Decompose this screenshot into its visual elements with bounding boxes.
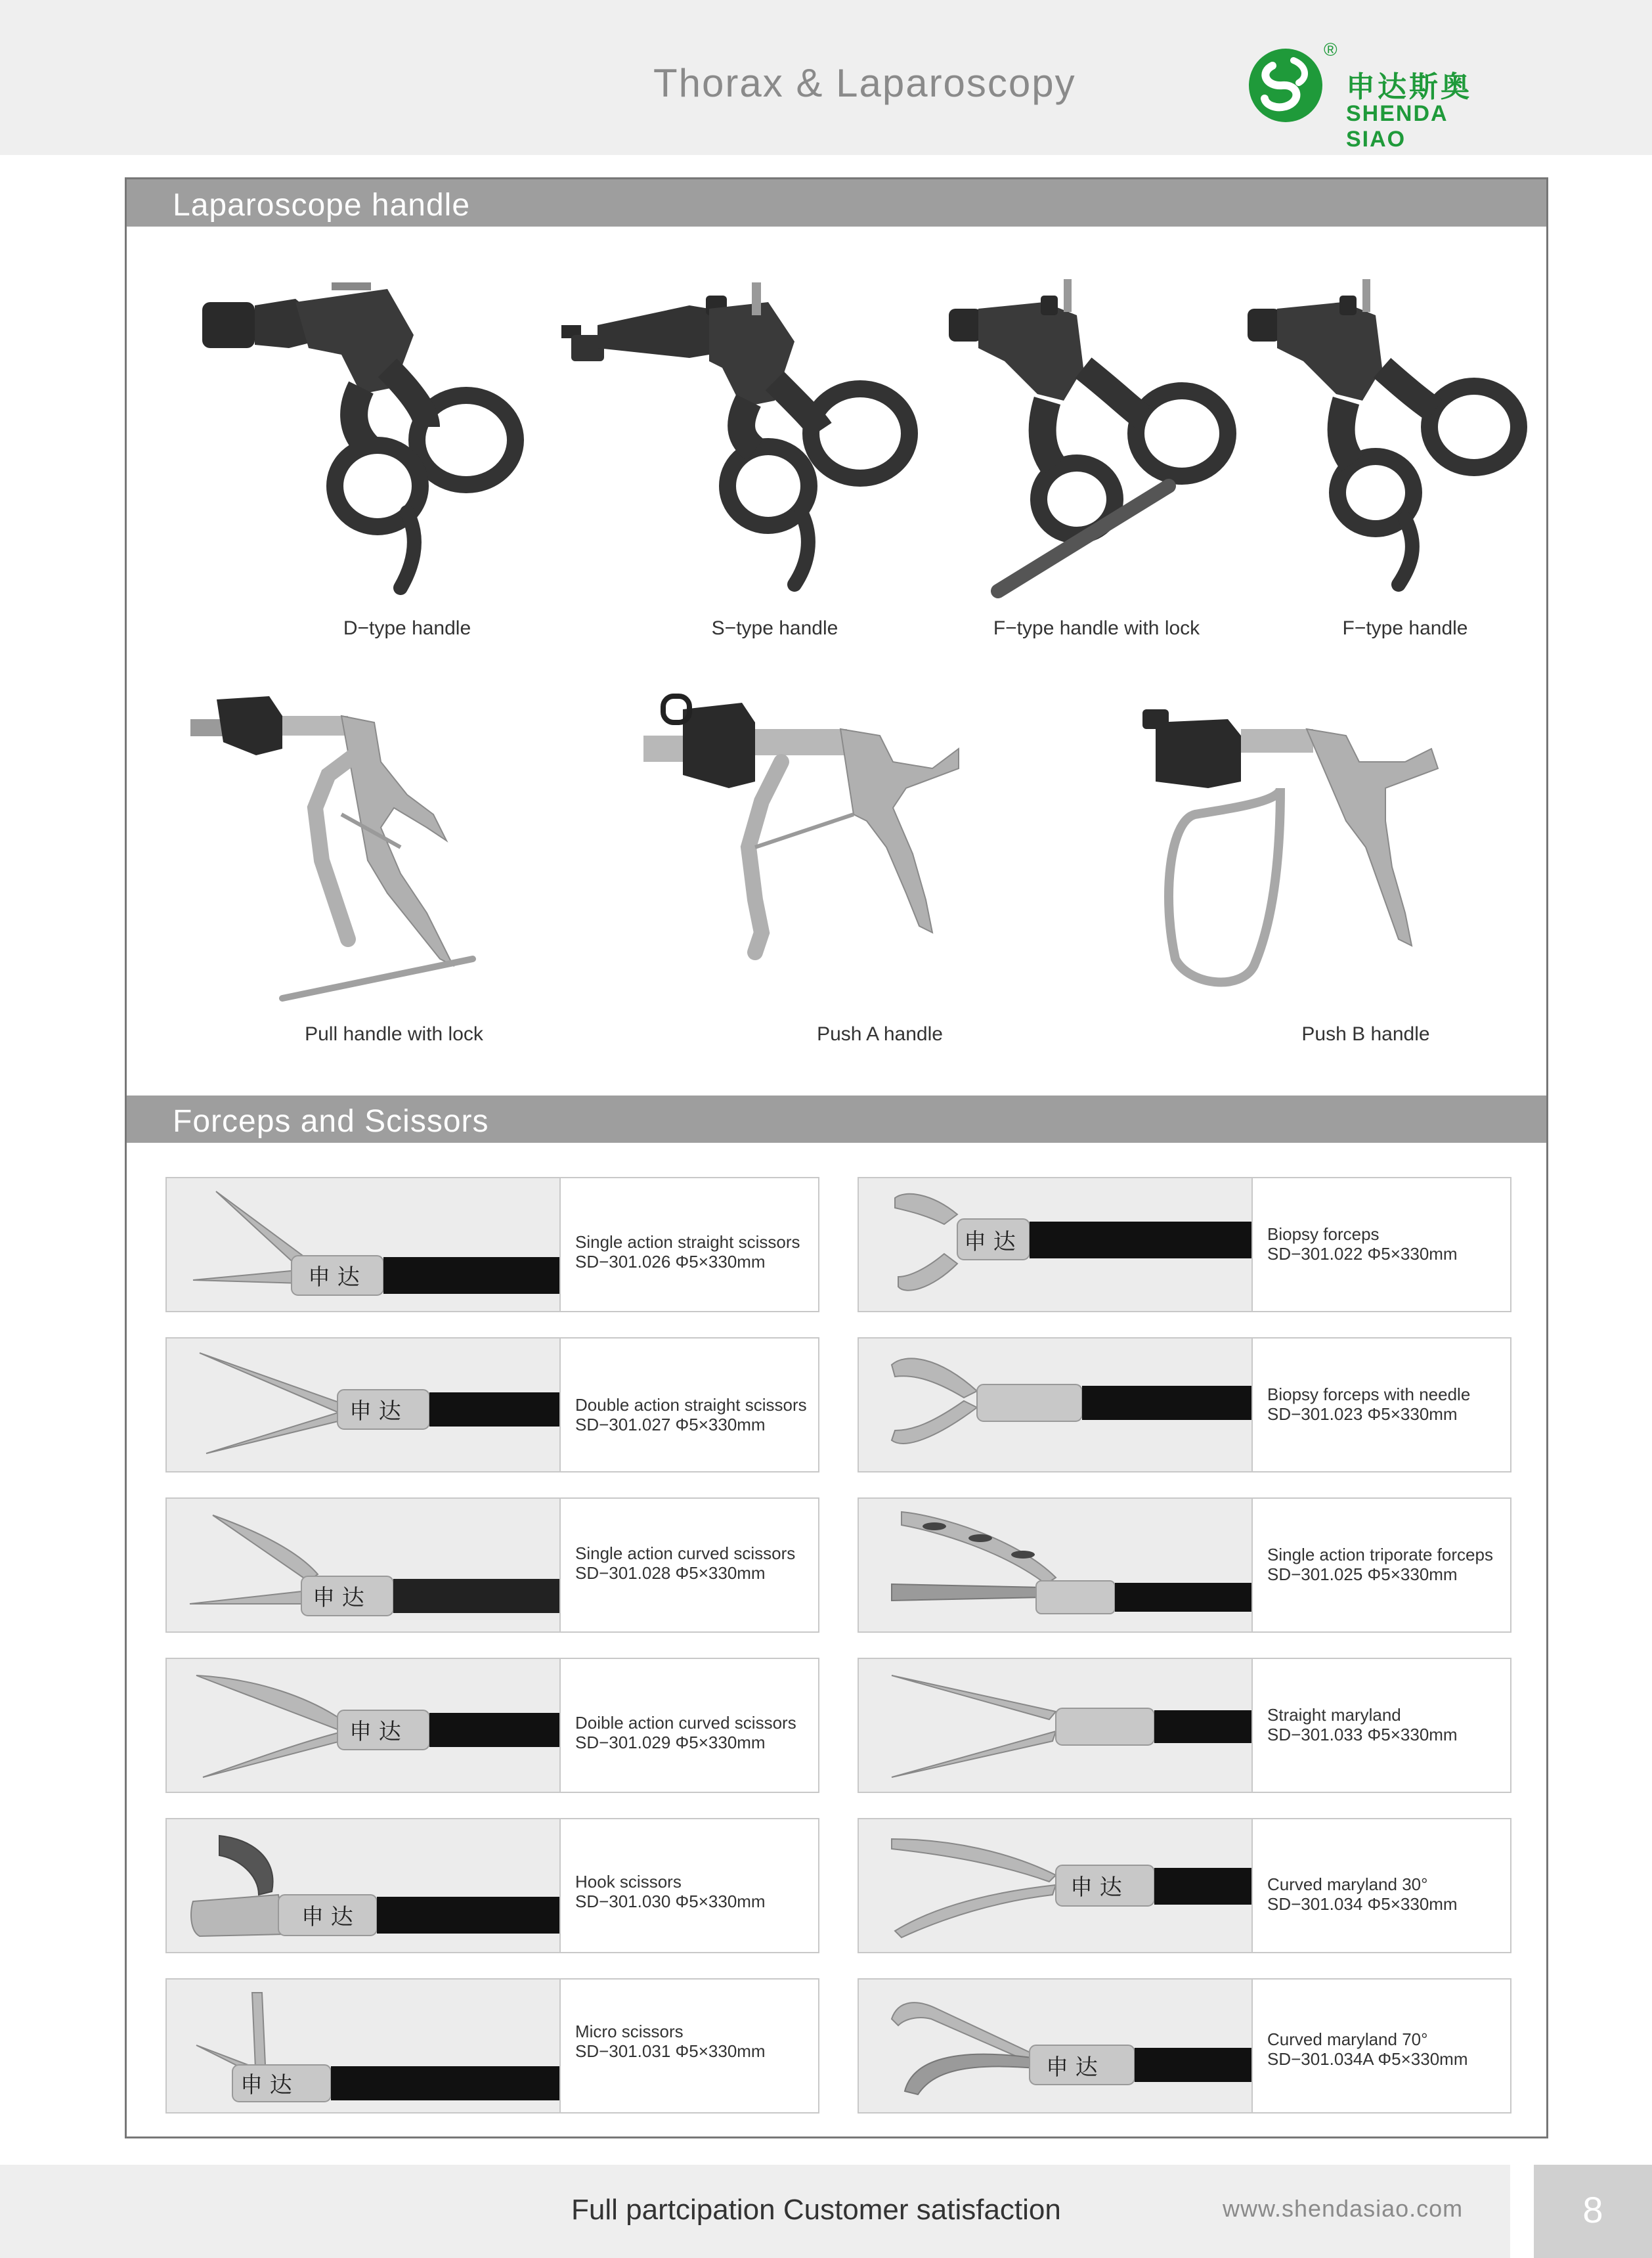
product-code: SD−301.029 Φ5×330mm bbox=[575, 1733, 766, 1752]
product-code: SD−301.023 Φ5×330mm bbox=[1267, 1404, 1458, 1424]
handle-caption-push-b: Push B handle bbox=[1301, 1023, 1430, 1045]
product-card bbox=[858, 1497, 1511, 1633]
product-photo-hook-scissors bbox=[167, 1819, 561, 1952]
product-name: Straight maryland bbox=[1267, 1705, 1401, 1725]
product-card bbox=[165, 1818, 819, 1953]
svg-text:申 达: 申 达 bbox=[349, 1398, 401, 1425]
handle-image-push-a bbox=[643, 683, 985, 1011]
section-title-forceps: Forceps and Scissors bbox=[173, 1104, 489, 1139]
handle-image-push-b bbox=[1129, 683, 1497, 1011]
section-title-handles: Laparoscope handle bbox=[173, 188, 471, 223]
svg-text:申 达: 申 达 bbox=[313, 1585, 364, 1611]
product-card bbox=[165, 1177, 819, 1312]
handle-caption-push-a: Push A handle bbox=[817, 1023, 943, 1045]
product-code: SD−301.025 Φ5×330mm bbox=[1267, 1564, 1458, 1584]
page-title: Thorax & Laparoscopy bbox=[653, 61, 1076, 105]
logo-mark-icon bbox=[1246, 46, 1325, 125]
handle-image-d-type bbox=[190, 256, 558, 604]
product-card bbox=[858, 1658, 1511, 1793]
handle-image-f-type bbox=[1234, 269, 1530, 604]
product-name: Single action triporate forceps bbox=[1267, 1545, 1493, 1564]
handle-image-f-type-with-lock bbox=[932, 269, 1261, 604]
product-code: SD−301.033 Φ5×330mm bbox=[1267, 1725, 1458, 1744]
svg-text:申 达: 申 达 bbox=[240, 2072, 292, 2098]
product-card bbox=[858, 1337, 1511, 1472]
product-card bbox=[858, 1978, 1511, 2114]
product-photo-double-curved-scissors bbox=[167, 1659, 561, 1792]
product-name: Biopsy forceps with needle bbox=[1267, 1384, 1471, 1404]
handle-caption-s-type: S−type handle bbox=[711, 617, 838, 639]
product-card bbox=[165, 1337, 819, 1472]
product-code: SD−301.027 Φ5×330mm bbox=[575, 1415, 766, 1434]
svg-text:申 达: 申 达 bbox=[1046, 2054, 1098, 2081]
product-name: Hook scissors bbox=[575, 1872, 682, 1892]
handle-image-pull-with-lock bbox=[184, 676, 525, 1018]
product-card bbox=[165, 1978, 819, 2114]
product-card bbox=[858, 1818, 1511, 1953]
svg-text:申 达: 申 达 bbox=[964, 1229, 1016, 1255]
svg-text:申 达: 申 达 bbox=[349, 1719, 401, 1745]
product-name: Biopsy forceps bbox=[1267, 1224, 1380, 1244]
product-photo-single-straight-scissors bbox=[167, 1178, 561, 1311]
logo-chinese-name: 申达斯奥 bbox=[1346, 71, 1472, 103]
registered-mark: ® bbox=[1324, 39, 1337, 60]
handle-caption-f-type: F−type handle bbox=[1342, 617, 1468, 639]
footer-website-link[interactable]: www.shendasiao.com bbox=[1223, 2195, 1464, 2222]
product-name: Single action straight scissors bbox=[575, 1232, 800, 1252]
product-code: SD−301.026 Φ5×330mm bbox=[575, 1252, 766, 1272]
product-code: SD−301.034 Φ5×330mm bbox=[1267, 1894, 1458, 1914]
product-photo-single-curved-scissors bbox=[167, 1499, 561, 1631]
handle-image-s-type bbox=[558, 269, 926, 604]
page-header bbox=[0, 0, 1652, 155]
product-card bbox=[858, 1177, 1511, 1312]
section-bar-handles bbox=[127, 179, 1546, 227]
product-name: Curved maryland 70° bbox=[1267, 2029, 1428, 2049]
handle-caption-pull-with-lock: Pull handle with lock bbox=[305, 1023, 483, 1045]
handle-caption-f-type-with-lock: F−type handle with lock bbox=[993, 617, 1200, 639]
logo-english-name: SHENDA SIAO bbox=[1346, 101, 1448, 152]
product-name: Single action curved scissors bbox=[575, 1543, 796, 1563]
product-photo-curved-maryland-70 bbox=[859, 1980, 1253, 2112]
footer-slogan: Full partcipation Customer satisfaction bbox=[571, 2194, 1061, 2226]
page-number: 8 bbox=[1582, 2189, 1603, 2230]
product-code: SD−301.022 Φ5×330mm bbox=[1267, 1244, 1458, 1264]
product-name: Curved maryland 30° bbox=[1267, 1874, 1428, 1894]
product-photo-triporate-forceps bbox=[859, 1499, 1253, 1631]
product-photo-biopsy-forceps-needle bbox=[859, 1339, 1253, 1471]
product-photo-straight-maryland bbox=[859, 1659, 1253, 1792]
brand-logo bbox=[1246, 39, 1509, 152]
product-name: Double action straight scissors bbox=[575, 1395, 807, 1415]
page-number-box bbox=[1534, 2165, 1652, 2258]
product-photo-micro-scissors bbox=[167, 1980, 561, 2112]
section-bar-forceps bbox=[127, 1096, 1546, 1143]
product-card bbox=[165, 1658, 819, 1793]
handle-caption-d-type: D−type handle bbox=[343, 617, 471, 639]
product-photo-double-straight-scissors bbox=[167, 1339, 561, 1471]
product-name: Doible action curved scissors bbox=[575, 1713, 796, 1733]
product-code: SD−301.028 Φ5×330mm bbox=[575, 1563, 766, 1583]
product-name: Micro scissors bbox=[575, 2022, 684, 2041]
product-code: SD−301.031 Φ5×330mm bbox=[575, 2041, 766, 2061]
svg-text:申 达: 申 达 bbox=[1070, 1874, 1122, 1901]
product-code: SD−301.030 Φ5×330mm bbox=[575, 1892, 766, 1911]
product-photo-curved-maryland-30 bbox=[859, 1819, 1253, 1952]
svg-text:申 达: 申 达 bbox=[301, 1904, 353, 1930]
product-card bbox=[165, 1497, 819, 1633]
svg-text:申 达: 申 达 bbox=[308, 1264, 360, 1291]
product-code: SD−301.034A Φ5×330mm bbox=[1267, 2049, 1468, 2069]
product-photo-biopsy-forceps bbox=[859, 1178, 1253, 1311]
